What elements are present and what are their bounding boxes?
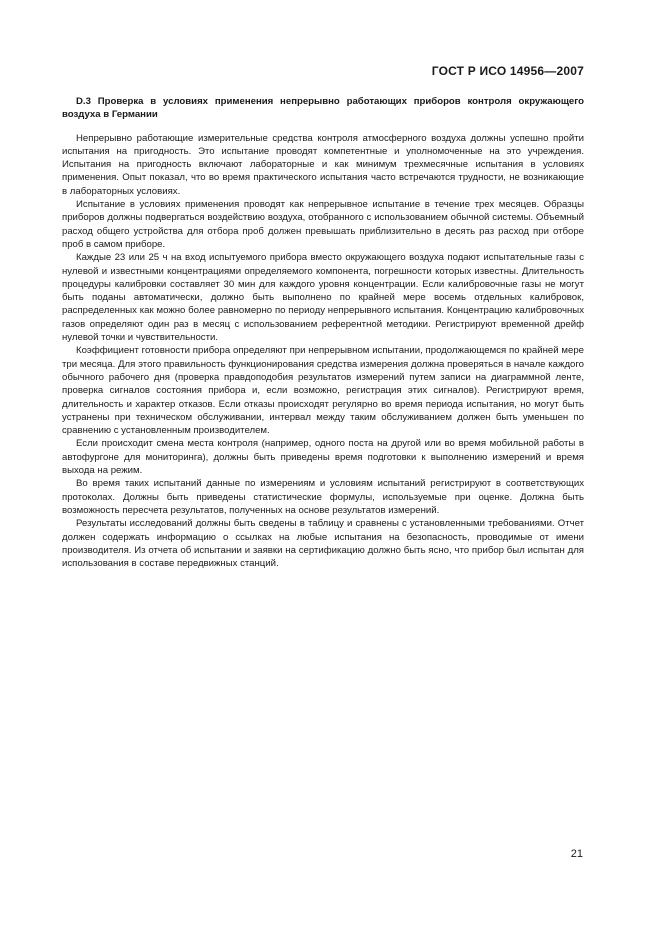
paragraph: Результаты исследований должны быть сведены в таблицу и сравнены с установленными требованиями. Отчет должен содержать информацию о ссылках на любые испытания на безопасность, проводимые от имени производителя. Из отчета об испытании и заявки на сертификацию должно быть ясно, что прибор был испытан для использования в составе передвижных станций.: [62, 518, 584, 570]
paragraph: Испытание в условиях применения проводят как непрерывное испытание в течение трех месяцев. Образцы приборов должны подвергаться воздействию воздуха, отобранного с использованием обычной системы. Объемный расход общего устройства для отбора проб должен превышать приблизительно в десять раз расход при отборе проб в самом приборе.: [62, 199, 584, 250]
paragraph: Каждые 23 или 25 ч на вход испытуемого прибора вместо окружающего воздуха подают испытательные газы с нулевой и известными концентрациями определяемого компонента, погрешности которых известны. Длительность процедуры калибровки составляет 30 мин для каждого уровня концентрации. Если калибровочные газы не могут быть поданы автоматически, должно быть выполнено по крайней мере восемь отдельных калибровок, распределенных как можно более равномерно по периоду непрерывного испытания. Концентрацию калибровочных газов определяют один раз в месяц с использованием референтной методики. Регистрируют временной дрейф нулевой точки и чувствительности.: [62, 252, 584, 344]
document-body: [62, 95, 584, 570]
paragraph: Непрерывно работающие измерительные средства контроля атмосферного воздуха должны успешно пройти испытания на пригодность. Это испытание проводят компетентные и уполномоченные на это учреждения. Испытания на пригодность включают лабораторные и как минимум трехмесячные испытания в условиях применения. Опыт показал, что во время практического испытания часто встречаются трудности, не возникающие в лабораторных условиях.: [62, 132, 584, 197]
document-header: ГОСТ Р ИСО 14956—2007: [431, 64, 584, 78]
page-number: 21: [570, 848, 583, 860]
paragraph: Если происходит смена места контроля (например, одного поста на другой или во время мобильной работы в автофургоне для мониторинга), должны быть приведены время подготовки к выполнению измерений и время выхода на режим.: [62, 438, 584, 477]
paragraph: Коэффициент готовности прибора определяют при непрерывном испытании, продолжающемся по крайней мере три месяца. Для этого правильность функционирования средства измерения должна проверяться в начале каждого обычного рабочего дня (проверка правдоподобия результатов измерений путем записи на диаграммной ленте, проверка сигналов состояния прибора и, если возможно, регистрация этих сигналов). Регистрируют время, длительность и характер отказов. Если отказы происходят регулярно во время периода испытания, но могут быть устранены при техническом обслуживании, интервал между таким обслуживанием должен быть уменьшен по сравнению с установленным производителем.: [62, 345, 584, 437]
section-title: D.3 Проверка в условиях применения непрерывно работающих приборов контроля окружающего воздуха в Германии: [62, 96, 584, 121]
paragraph: Во время таких испытаний данные по измерениям и условиям испытаний регистрируют в соответствующих протоколах. Должны быть приведены статистические формулы, используемые при оценке. Должна быть возможность пересчета результатов, полученных на основе результатов измерений.: [62, 478, 584, 516]
